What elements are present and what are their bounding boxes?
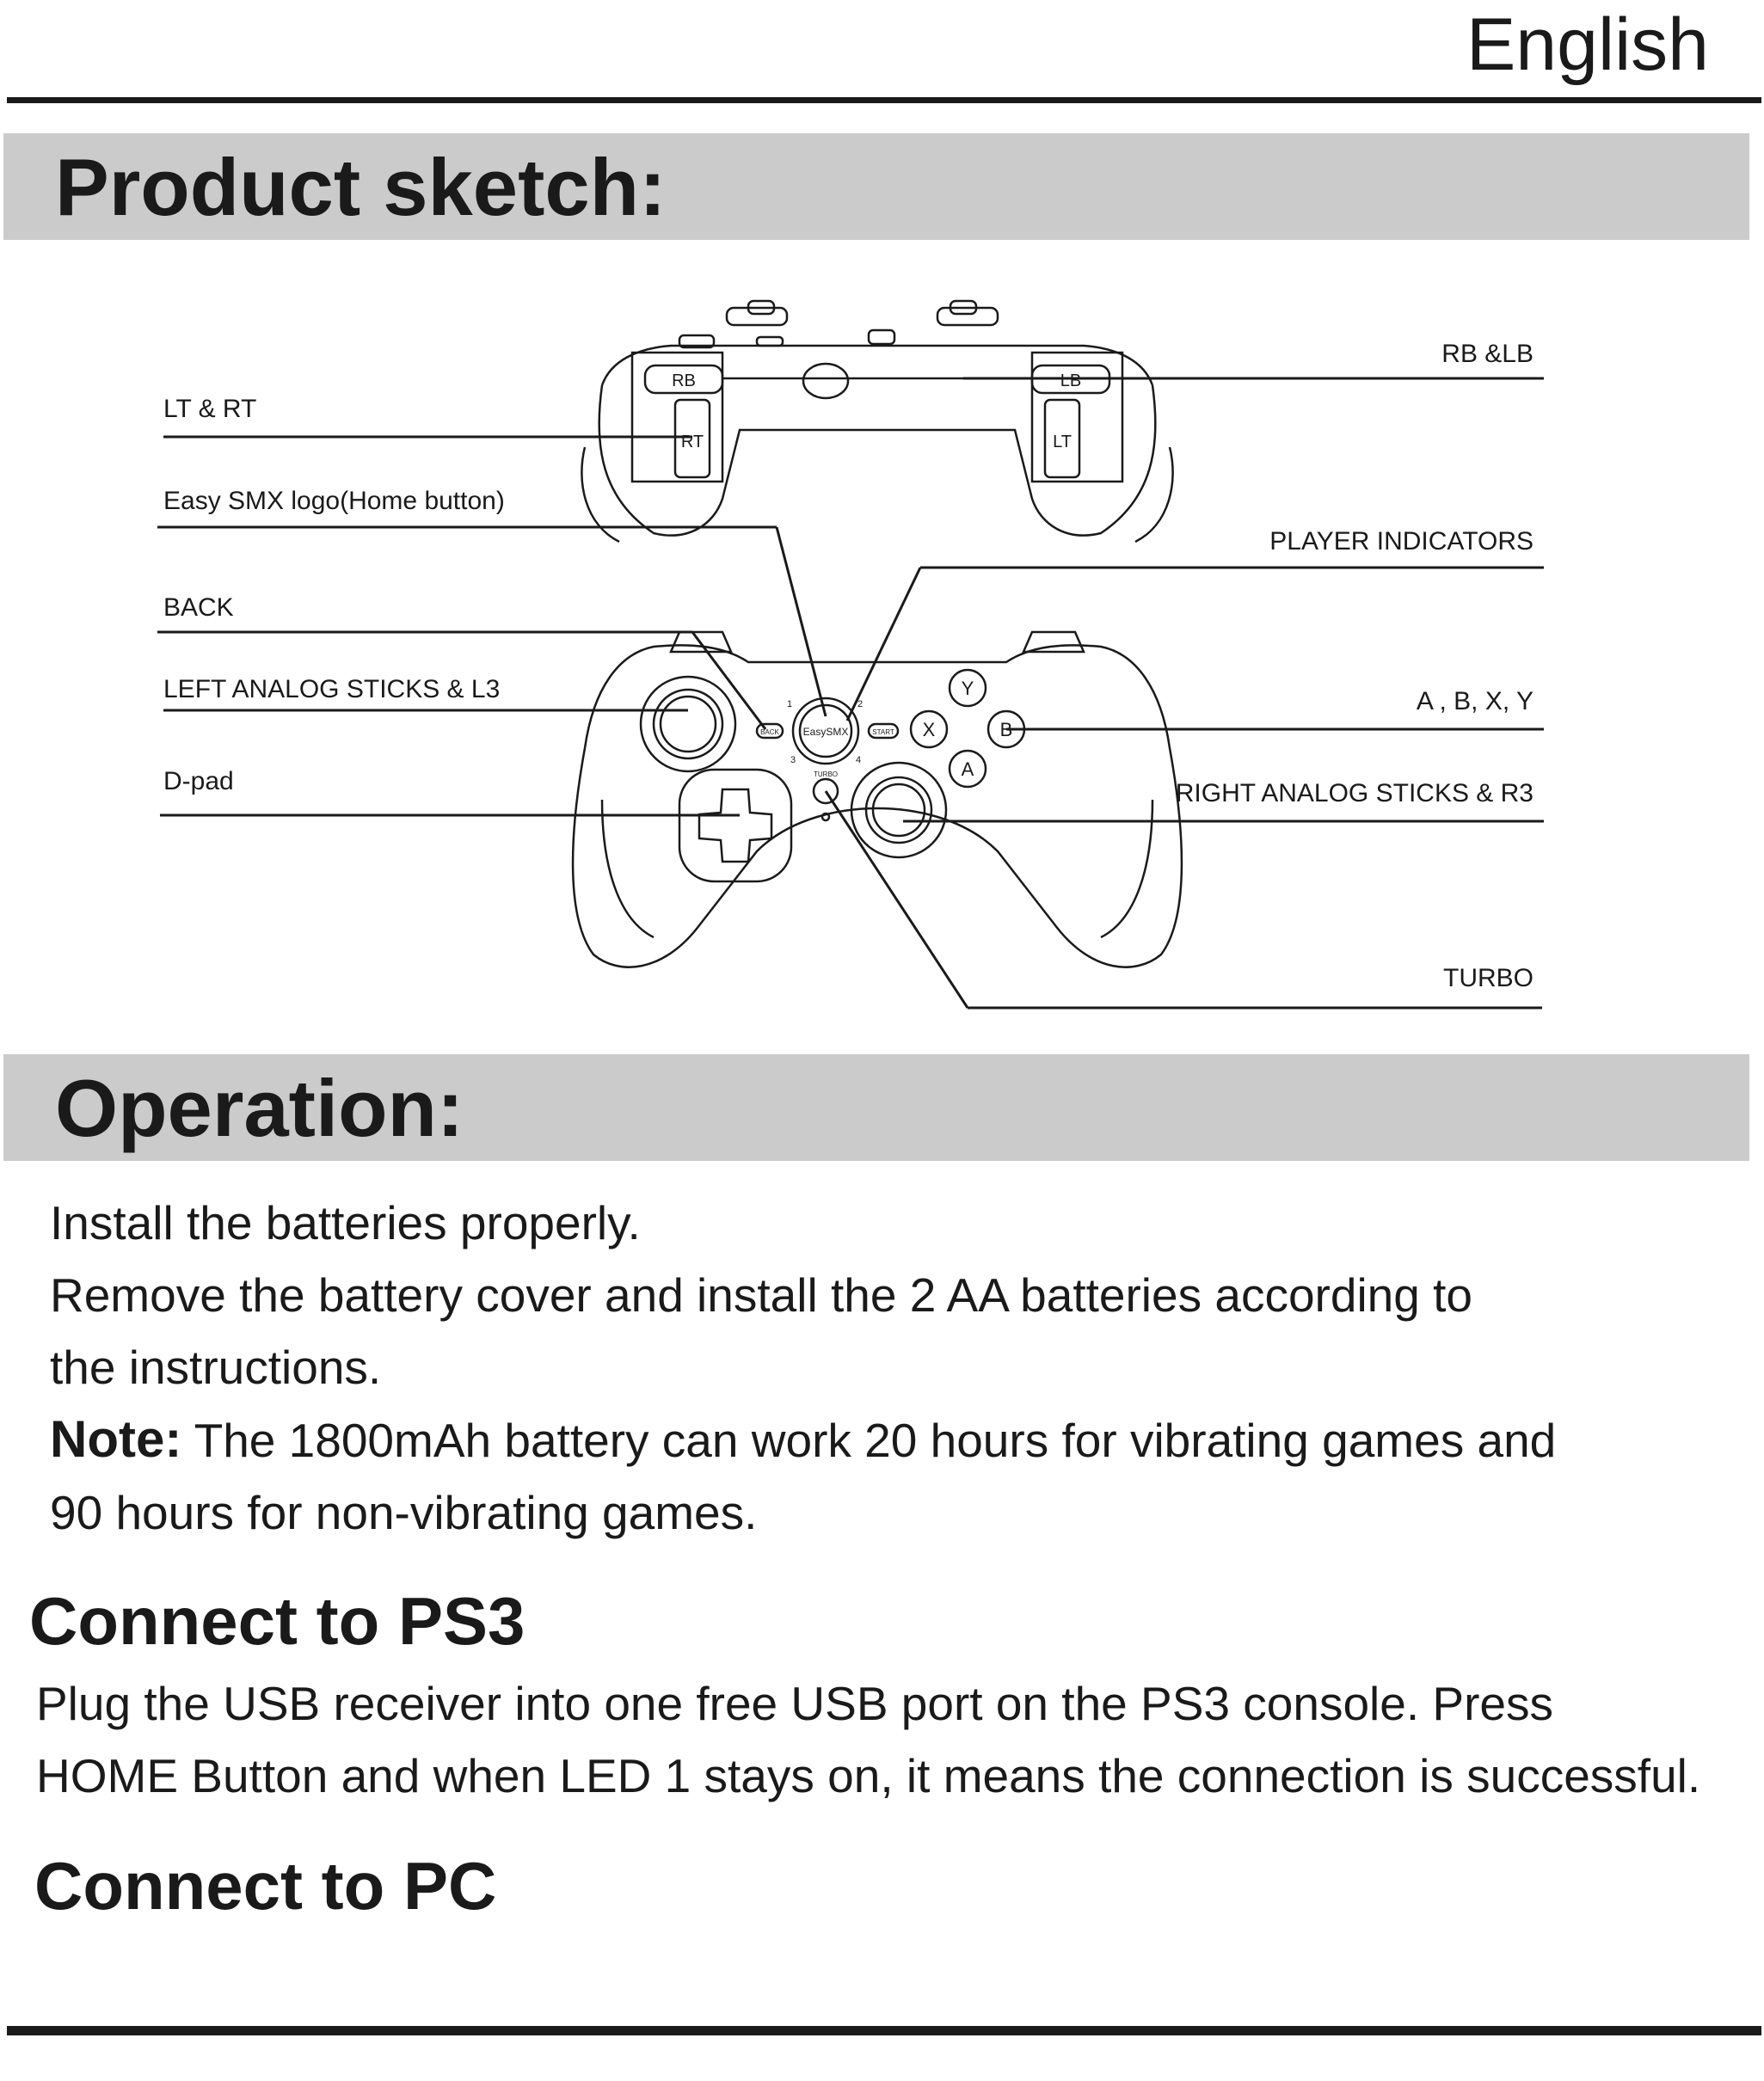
controller-front-view xyxy=(573,632,1182,967)
operation-line: the instructions. xyxy=(50,1341,382,1394)
turbo-text: TURBO xyxy=(814,770,838,778)
y-text: Y xyxy=(961,678,974,699)
start-text: START xyxy=(872,728,894,736)
callout-left-stick: LEFT ANALOG STICKS & L3 xyxy=(163,675,501,703)
pc-title: Connect to PC xyxy=(34,1848,497,1924)
ps3-title: Connect to PS3 xyxy=(29,1583,526,1659)
operation-line: Remove the battery cover and install the 2 AA batteries according to xyxy=(50,1268,1473,1322)
b-text: B xyxy=(999,719,1013,740)
operation-text xyxy=(50,1187,1556,1549)
callout-dpad: D-pad xyxy=(163,767,234,795)
dpad-housing xyxy=(679,770,791,881)
controller-diagram xyxy=(0,284,1764,1023)
callout-rb-lb: RB &LB xyxy=(1441,340,1534,368)
led3-text: 3 xyxy=(790,755,796,765)
bottom-rule xyxy=(7,2026,1761,2035)
note-text: The 1800mAh battery can work 20 hours for vibrating games and xyxy=(181,1414,1557,1467)
operation-note xyxy=(50,1403,1556,1476)
led2-text: 2 xyxy=(857,699,864,709)
ps3-line: Plug the USB receiver into one free USB port on the PS3 console. Press xyxy=(36,1677,1554,1730)
top-rule xyxy=(7,97,1761,103)
callout-right-stick: RIGHT ANALOG STICKS & R3 xyxy=(1175,779,1534,807)
callout-lt-rt: LT & RT xyxy=(163,395,257,423)
callout-abxy: A , B, X, Y xyxy=(1416,687,1534,715)
logo-text: EasySMX xyxy=(802,726,849,738)
x-text: X xyxy=(922,719,936,740)
dpad xyxy=(699,789,771,862)
back-text: BACK xyxy=(760,728,779,736)
led1-text: 1 xyxy=(786,699,793,709)
left-stick-cap xyxy=(661,697,716,752)
callout-turbo: TURBO xyxy=(1443,964,1534,992)
controller-top-view xyxy=(581,301,1172,542)
rb-text: RB xyxy=(672,371,696,390)
usb-port xyxy=(803,364,848,398)
callout-home: Easy SMX logo(Home button) xyxy=(163,487,505,515)
lb-text: LB xyxy=(1060,371,1082,390)
left-stick-ring xyxy=(641,677,735,771)
led4-text: 4 xyxy=(855,755,862,765)
operation-line: 90 hours for non-vibrating games. xyxy=(50,1486,758,1539)
language-label: English xyxy=(1466,3,1709,86)
product-sketch-title: Product sketch: xyxy=(55,142,667,232)
callout-back: BACK xyxy=(163,593,234,622)
operation-title: Operation: xyxy=(55,1063,464,1153)
callout-player-indicators: PLAYER INDICATORS xyxy=(1269,527,1534,556)
ps3-text xyxy=(36,1667,1700,1812)
note-label: Note: xyxy=(50,1410,182,1468)
operation-header xyxy=(3,1054,1749,1161)
lt-text: LT xyxy=(1053,433,1072,451)
operation-line: Install the batteries properly. xyxy=(50,1196,641,1249)
a-text: A xyxy=(961,758,974,780)
ps3-line: HOME Button and when LED 1 stays on, it means the connection is successful. xyxy=(36,1749,1701,1802)
rt-text: RT xyxy=(680,433,704,451)
product-sketch-header xyxy=(3,133,1749,240)
